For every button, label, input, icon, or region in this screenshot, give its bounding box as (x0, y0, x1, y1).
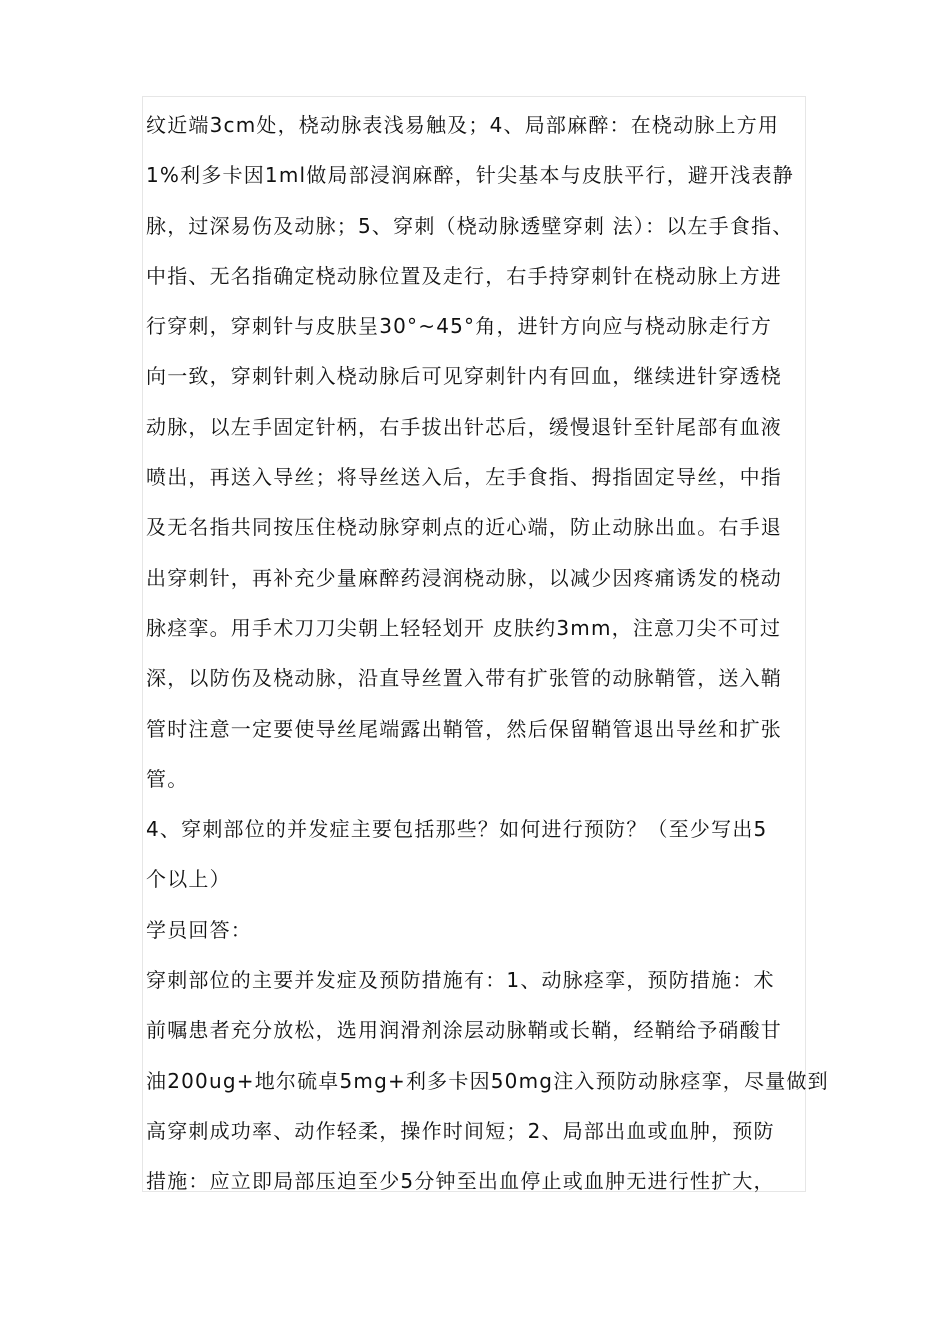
answer-label: 学员回答： (146, 917, 252, 942)
text-line-2: 1%利多卡因1ml做局部浸润麻醉，针尖基本与皮肤平行，避开浅表静 (146, 163, 794, 188)
text-line-10: 出穿刺针，再补充少量麻醉药浸润桡动脉，以减少因疼痛诱发的桡动 (146, 565, 782, 590)
text-line-4: 中指、无名指确定桡动脉位置及走行，右手持穿刺针在桡动脉上方进 (146, 263, 782, 288)
question-heading-line-1: 4、穿刺部位的并发症主要包括那些？如何进行预防？（至少写出5 (146, 817, 768, 842)
text-line-6: 向一致，穿刺针刺入桡动脉后可见穿刺针内有回血，继续进针穿透桡 (146, 364, 782, 389)
text-line-3: 脉，过深易伤及动脉；5、穿刺（桡动脉透壁穿刺 法）：以左手食指、 (146, 213, 794, 238)
answer-line-4: 高穿刺成功率、动作轻柔，操作时间短；2、局部出血或血肿，预防 (146, 1118, 775, 1143)
text-line-7: 动脉，以左手固定针柄，右手拔出针芯后，缓慢退针至针尾部有血液 (146, 414, 782, 439)
text-line-14: 管。 (146, 766, 189, 791)
answer-line-1: 穿刺部位的主要并发症及预防措施有：1、动脉痉挛，预防措施：术 (146, 968, 775, 993)
text-line-1: 纹近端3cm处，桡动脉表浅易触及；4、局部麻醉：在桡动脉上方用 (146, 113, 780, 137)
text-line-11: 脉痉挛。用手术刀刀尖朝上轻轻划开 皮肤约3mm，注意刀尖不可过 (146, 615, 782, 640)
text-line-13: 管时注意一定要使导丝尾端露出鞘管，然后保留鞘管退出导丝和扩张 (146, 716, 782, 741)
question-heading-line-2: 个以上） (146, 867, 231, 892)
text-line-9: 及无名指共同按压住桡动脉穿刺点的近心端，防止动脉出血。右手退 (146, 515, 782, 540)
text-line-5: 行穿刺，穿刺针与皮肤呈30°~45°角，进针方向应与桡动脉走行方 (146, 314, 773, 339)
text-line-8: 喷出，再送入导丝；将导丝送入后，左手食指、拇指固定导丝，中指 (146, 465, 782, 490)
document-body (146, 100, 829, 1207)
answer-line-5: 措施：应立即局部压迫至少5分钟至出血停止或血肿无进行性扩大， (146, 1169, 775, 1194)
text-line-12: 深，以防伤及桡动脉，沿直导丝置入带有扩张管的动脉鞘管，送入鞘 (146, 666, 782, 691)
answer-line-2: 前嘱患者充分放松，选用润滑剂涂层动脉鞘或长鞘，经鞘给予硝酸甘 (146, 1018, 782, 1043)
answer-line-3: 油200ug+地尔硫卓5mg+利多卡因50mg注入预防动脉痉挛，尽量做到 (146, 1068, 829, 1093)
